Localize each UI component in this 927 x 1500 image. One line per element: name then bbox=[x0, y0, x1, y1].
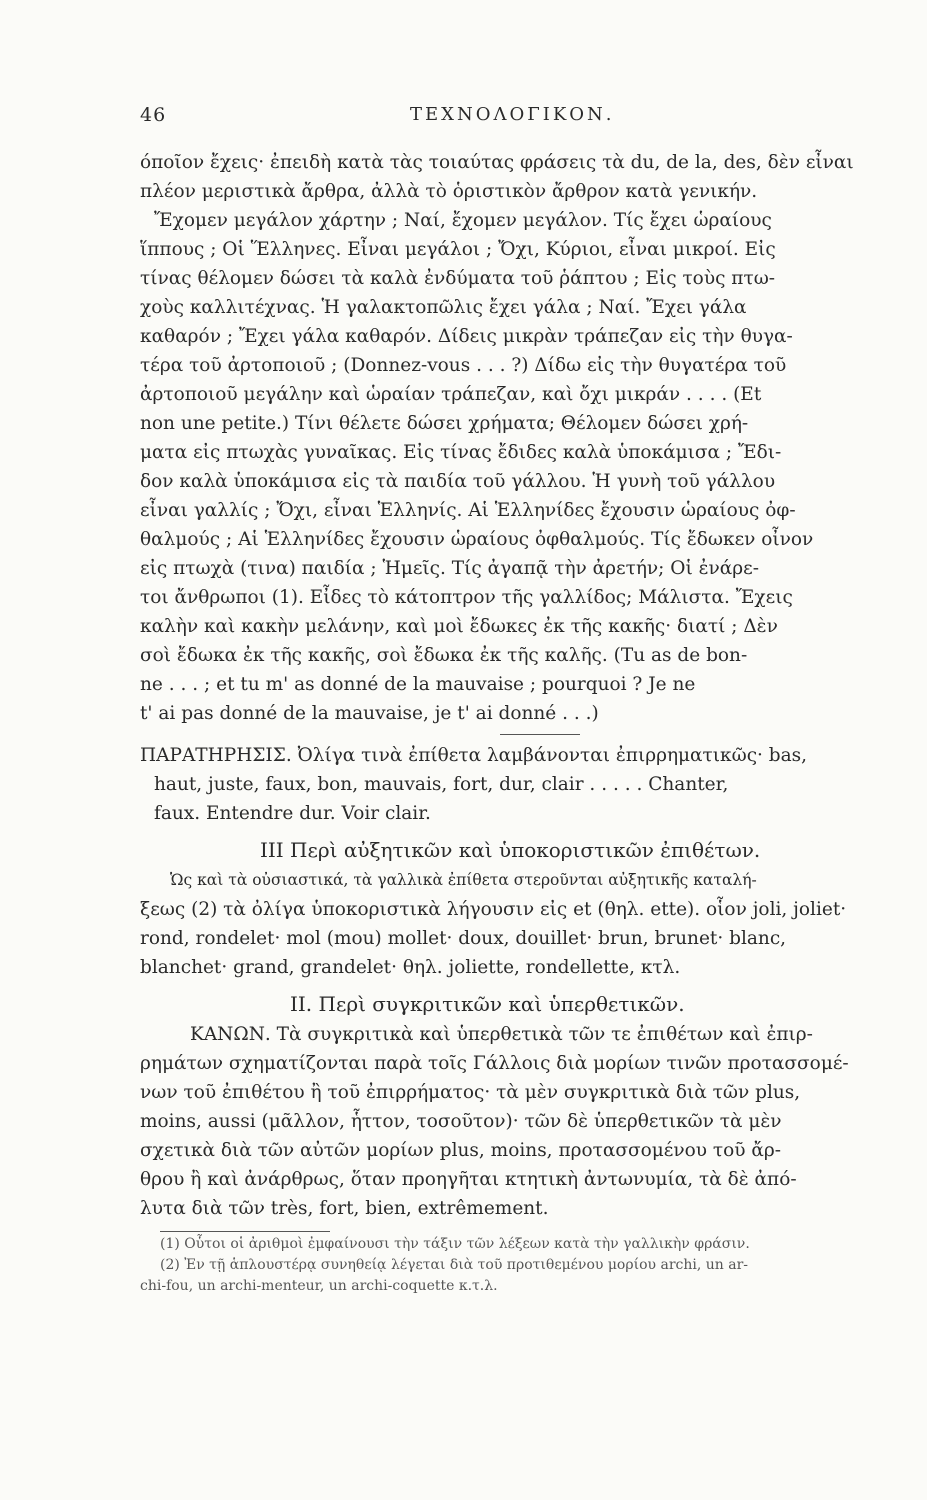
footnote-rule bbox=[160, 1231, 330, 1232]
observation-line: haut, juste, faux, bon, mauvais, fort, dur, clair . . . . . Chanter, bbox=[154, 774, 729, 795]
page-number: 46 bbox=[140, 104, 167, 126]
footnote: (1) Οὗτοι οἱ ἀριθμοὶ ἐμφαίνουσι τὴν τάξιν τῶν λέξεων κατὰ τὴν γαλλικὴν φράσιν. bbox=[160, 1236, 750, 1252]
text-line: Ἔχομεν μεγάλον χάρτην ; Ναί, ἔχομεν μεγάλον. Τίς ἔχει ὡραίους bbox=[154, 210, 772, 231]
text-line: καλὴν καὶ κακὴν μελάνην, καὶ μοὶ ἔδωκες ἐκ τῆς κακῆς· διατί ; Δὲν bbox=[140, 616, 778, 637]
text-line: τοι ἄνθρωποι (1). Εἶδες τὸ κάτοπτρον τῆς γαλλίδος; Μάλιστα. Ἔχεις bbox=[140, 587, 793, 608]
text-line: ἀρτοποιοῦ μεγάλην καὶ ὡραίαν τράπεζαν, καὶ ὄχι μικράν . . . . (Et bbox=[140, 384, 762, 405]
text-line: ne . . . ; et tu m' as donné de la mauvaise ; pourquoi ? Je ne bbox=[140, 674, 696, 695]
page-header bbox=[140, 104, 840, 134]
text-line: ἵππους ; Οἱ Ἕλληνες. Εἶναι μεγάλοι ; Ὄχι, Κύριοι, εἶναι μικροί. Εἰς bbox=[140, 239, 776, 260]
text-line: ΚΑΝΩΝ. Τὰ συγκριτικὰ καὶ ὑπερθετικὰ τῶν τε ἐπιθέτων καὶ ἐπιρ- bbox=[190, 1024, 813, 1045]
text-line: σχετικὰ διὰ τῶν αὐτῶν μορίων plus, moins, προτασσομένου τοῦ ἄρ- bbox=[140, 1140, 781, 1161]
text-line: νων τοῦ ἐπιθέτου ἢ τοῦ ἐπιρρήματος· τὰ μὲν συγκριτικὰ διὰ τῶν plus, bbox=[140, 1082, 801, 1103]
text-line: καθαρόν ; Ἔχει γάλα καθαρόν. Δίδεις μικρὰν τράπεζαν εἰς τὴν θυγα- bbox=[140, 326, 793, 347]
text-line: πλέον μεριστικὰ ἄρθρα, ἀλλὰ τὸ ὁριστικὸν ἄρθρον κατὰ γενικήν. bbox=[140, 181, 758, 202]
text-line: ξεως (2) τὰ ὀλίγα ὑποκοριστικὰ λήγουσιν εἰς et (θηλ. ette). οἷον joli, joliet· bbox=[140, 899, 847, 920]
text-line: t' ai pas donné de la mauvaise, je t' ai donné . . .) bbox=[140, 703, 599, 724]
text-line: θρου ἢ καὶ ἀνάρθρως, ὅταν προηγῆται κτητικὴ ἀντωνυμία, τὰ δὲ ἀπό- bbox=[140, 1169, 797, 1190]
text-line: χοὺς καλλιτέχνας. Ἡ γαλακτοπῶλις ἔχει γάλα ; Ναί. Ἔχει γάλα bbox=[140, 297, 747, 318]
text-line: όποῖον ἔχεις· ἐπειδὴ κατὰ τὰς τοιαύτας φράσεις τὰ du, de la, des, δὲν εἶναι bbox=[140, 152, 854, 173]
text-line: τίνας θέλομεν δώσει τὰ καλὰ ἐνδύματα τοῦ ῥάπτου ; Εἰς τοὺς πτω- bbox=[140, 268, 776, 289]
footnote: chi-fou, un archi-menteur, un archi-coquette κ.τ.λ. bbox=[140, 1278, 498, 1294]
text-line: εἶναι γαλλίς ; Ὄχι, εἶναι Ἑλληνίς. Αἱ Ἑλληνίδες ἔχουσιν ὡραίους ὀφ- bbox=[140, 500, 796, 521]
page-body bbox=[140, 148, 900, 1297]
section-heading: III Περὶ αὐξητικῶν καὶ ὑποκοριστικῶν ἐπιθέτων. bbox=[260, 838, 761, 862]
text-line: σοὶ ἔδωκα ἐκ τῆς κακῆς, σοὶ ἔδωκα ἐκ τῆς καλῆς. (Tu as de bon- bbox=[140, 645, 748, 666]
text-line: blanchet· grand, grandelet· θηλ. joliette, rondellette, κτλ. bbox=[140, 957, 681, 978]
text-line: non une petite.) Τίνι θέλετε δώσει χρήματα; Θέλομεν δώσει χρή- bbox=[140, 413, 749, 434]
observation-line: faux. Entendre dur. Voir clair. bbox=[154, 803, 431, 824]
section-divider bbox=[500, 734, 580, 735]
text-line: ρημάτων σχηματίζονται παρὰ τοῖς Γάλλοις διὰ μορίων τινῶν προτασσομέ- bbox=[140, 1053, 849, 1074]
text-line: δον καλὰ ὑποκάμισα εἰς τὰ παιδία τοῦ γάλλου. Ἡ γυνὴ τοῦ γάλλου bbox=[140, 471, 776, 492]
observation-line: ΠΑΡΑΤΗΡΗΣΙΣ. Ὀλίγα τινὰ ἐπίθετα λαμβάνονται ἐπιρρηματικῶς· bas, bbox=[140, 745, 808, 766]
text-line: ματα εἰς πτωχὰς γυναῖκας. Εἰς τίνας ἔδιδες καλὰ ὑποκάμισα ; Ἔδι- bbox=[140, 442, 782, 463]
text-line: moins, aussi (μᾶλλον, ἧττον, τοσοῦτον)· τῶν δὲ ὑπερθετικῶν τὰ μὲν bbox=[140, 1111, 782, 1132]
footnote: (2) Ἐν τῇ ἁπλουστέρᾳ συνηθείᾳ λέγεται διὰ τοῦ προτιθεμένου μορίου archi, un ar- bbox=[160, 1257, 748, 1273]
section-heading: II. Περὶ συγκριτικῶν καὶ ὑπερθετικῶν. bbox=[290, 992, 685, 1016]
text-line: Ὡς καὶ τὰ οὐσιαστικά, τὰ γαλλικὰ ἐπίθετα στεροῦνται αὐξητικῆς καταλή- bbox=[170, 871, 757, 889]
text-line: rond, rondelet· mol (mou) mollet· doux, douillet· brun, brunet· blanc, bbox=[140, 928, 787, 949]
running-head: ΤΕΧΝΟΛΟΓΙΚΟΝ. bbox=[410, 104, 615, 125]
text-line: τέρα τοῦ ἀρτοποιοῦ ; (Donnez-vous . . . ?) Δίδω εἰς τὴν θυγατέρα τοῦ bbox=[140, 355, 787, 376]
text-line: λυτα διὰ τῶν très, fort, bien, extrêmement. bbox=[140, 1198, 549, 1219]
text-line: θαλμούς ; Αἱ Ἑλληνίδες ἔχουσιν ὡραίους ὀφθαλμούς. Τίς ἔδωκεν οἶνον bbox=[140, 529, 814, 550]
text-line: εἰς πτωχὰ (τινα) παιδία ; Ἡμεῖς. Τίς ἀγαπᾷ τὴν ἀρετήν; Οἱ ἐνάρε- bbox=[140, 558, 759, 579]
